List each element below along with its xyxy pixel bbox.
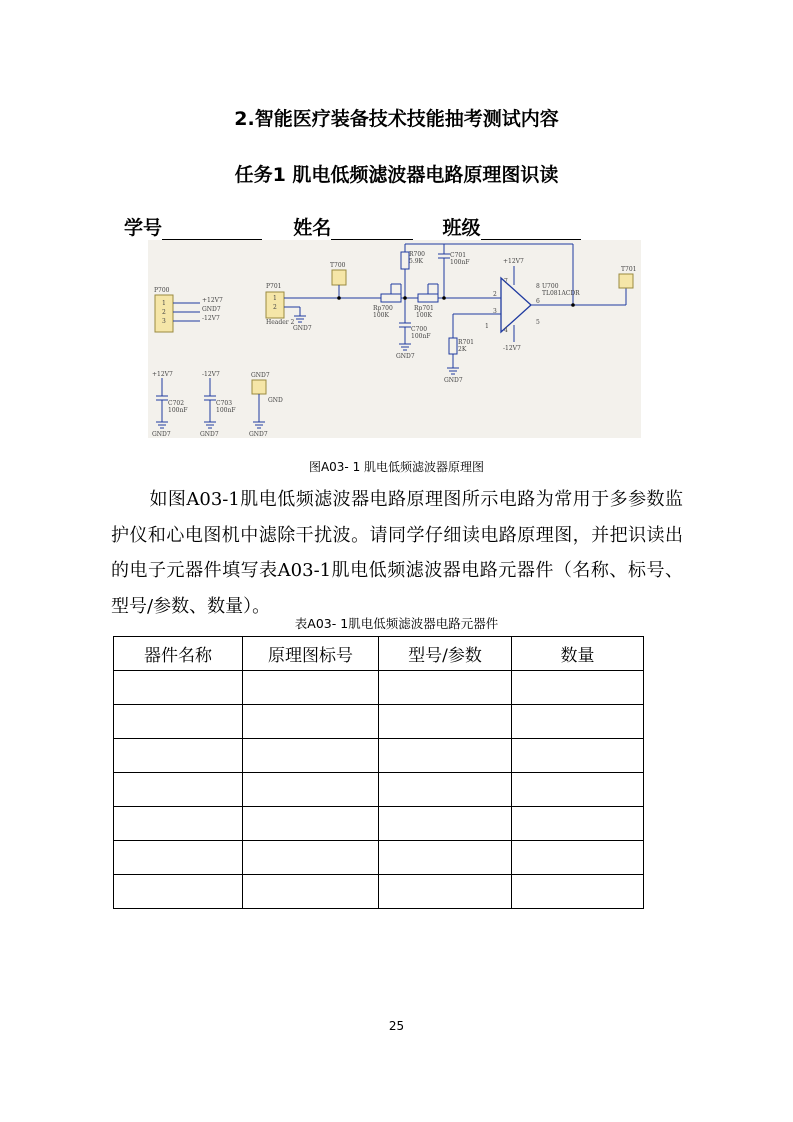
label-p701-pin1: 1 [273,295,277,302]
table-cell[interactable] [243,705,379,739]
label-opamp-pin2: 2 [493,291,497,298]
header-quantity: 数量 [512,637,644,671]
table-cell[interactable] [114,705,243,739]
label-opamp-vneg: -12V7 [503,345,521,352]
t700-testpoint-body [332,270,346,285]
label-c701-value: 100nF [450,259,470,266]
schematic-labels [152,251,636,438]
label-r700: R700 [409,251,425,258]
table-cell[interactable] [512,807,644,841]
label-p700-net2: GND7 [202,306,221,313]
schematic-svg [148,240,641,438]
table-cell[interactable] [243,841,379,875]
table-cell[interactable] [114,841,243,875]
header-schematic-ref: 原理图标号 [243,637,379,671]
gnd-testpoint-body [252,380,266,394]
table-cell[interactable] [243,875,379,909]
table-row [114,671,644,705]
label-t700: T700 [330,262,346,269]
table-cell[interactable] [114,875,243,909]
table-cell[interactable] [379,739,512,773]
table-cell[interactable] [379,773,512,807]
label-opamp-pin1: 1 [485,323,489,330]
label-r700-value: 5.9K [409,258,424,265]
label-opamp-pin6: 6 [536,298,540,305]
label-rp700-value: 100K [373,312,389,319]
table-cell[interactable] [379,875,512,909]
student-name-label: 姓名 [293,217,332,239]
table-row [114,841,644,875]
table-cell[interactable] [114,807,243,841]
paragraph-text: 如图A03-1肌电低频滤波器电路原理图所示电路为常用于多参数监护仪和心电图机中滤除干扰波。请同学仔细读电路原理图，并把识读出的电子元器件填写表A03-1肌电低频滤波器电路元器件（名称、标号、型号/参数、数量）。 [111,489,683,617]
table-cell[interactable] [379,807,512,841]
label-opamp-pin5: 5 [536,319,540,326]
table-row [114,705,644,739]
header-model-param: 型号/参数 [379,637,512,671]
label-c701: C701 [450,252,467,259]
header-component-name: 器件名称 [114,637,243,671]
student-id-label: 学号 [124,217,163,239]
label-u700: U700 [542,283,559,290]
table-cell[interactable] [114,773,243,807]
label-gnd-testpoint: GND7 [251,372,270,379]
class-label: 班级 [442,217,481,239]
table-cell[interactable] [114,671,243,705]
table-cell[interactable] [243,671,379,705]
label-c700: C700 [411,326,428,333]
label-p701: P701 [266,283,282,290]
table-cell[interactable] [512,773,644,807]
label-p700-net1: +12V7 [202,297,223,304]
circuit-schematic [148,240,641,438]
table-cell[interactable] [512,705,644,739]
label-rp701-value: 100K [416,312,432,319]
label-opamp-pin7: 7 [504,278,508,285]
table-row [114,739,644,773]
label-p700-pin1: 1 [162,300,166,307]
label-r701: R701 [458,339,474,346]
student-id-blank[interactable] [162,219,262,240]
label-c703-gnd: GND7 [200,431,219,438]
class-blank[interactable] [481,219,581,240]
label-gnd-net: GND [268,397,283,404]
section-title: 2.智能医疗装备技术技能抽考测试内容 [234,108,559,130]
label-u700-part: TL081ACDR [542,290,580,297]
label-gnd-testpoint-gnd: GND7 [249,431,268,438]
label-c700-gnd: GND7 [396,353,415,360]
label-c702-gnd: GND7 [152,431,171,438]
label-opamp-pin8: 8 [536,283,540,290]
table-cell[interactable] [512,875,644,909]
student-name-blank[interactable] [331,219,413,240]
label-c702-net: +12V7 [152,371,173,378]
t701-testpoint-body [619,274,633,288]
components-table [113,636,644,909]
table-cell[interactable] [379,841,512,875]
label-c703-net: -12V7 [202,371,220,378]
label-p701-pin2: 2 [273,304,277,311]
label-t701: T701 [621,266,637,273]
table-caption: 表A03- 1肌电低频滤波器电路元器件 [294,616,499,631]
table-cell[interactable] [243,739,379,773]
student-info-line [124,213,581,240]
table-cell[interactable] [379,705,512,739]
label-rp701: Rp701 [414,305,434,312]
label-c703-value: 100nF [216,407,236,414]
label-c703: C703 [216,400,233,407]
label-p701-gnd: GND7 [293,325,312,332]
label-p700-net3: -12V7 [202,315,220,322]
page-number: 25 [388,1019,405,1033]
figure-caption: 图A03- 1 肌电低频滤波器原理图 [308,460,485,474]
table-row [114,875,644,909]
label-c702: C702 [168,400,185,407]
label-p700-pin3: 3 [162,318,166,325]
label-r701-value: 2K [458,346,467,353]
table-cell[interactable] [243,773,379,807]
label-p701-name: Header 2 [266,319,295,326]
table-cell[interactable] [512,739,644,773]
table-cell[interactable] [512,841,644,875]
label-c700-value: 100nF [411,333,431,340]
table-cell[interactable] [114,739,243,773]
table-row [114,773,644,807]
label-rp700: Rp700 [373,305,393,312]
table-header-row [114,637,644,671]
label-opamp-vpos: +12V7 [503,258,524,265]
table-cell[interactable] [512,671,644,705]
table-cell[interactable] [379,671,512,705]
label-opamp-pin4: 4 [504,327,508,334]
label-r701-gnd: GND7 [444,377,463,384]
label-p700: P700 [154,287,170,294]
label-c702-value: 100nF [168,407,188,414]
label-opamp-pin3: 3 [493,308,497,315]
table-cell[interactable] [243,807,379,841]
label-p700-pin2: 2 [162,309,166,316]
task-title: 任务1 肌电低频滤波器电路原理图识读 [234,164,559,186]
table-row [114,807,644,841]
instruction-paragraph [111,482,683,624]
